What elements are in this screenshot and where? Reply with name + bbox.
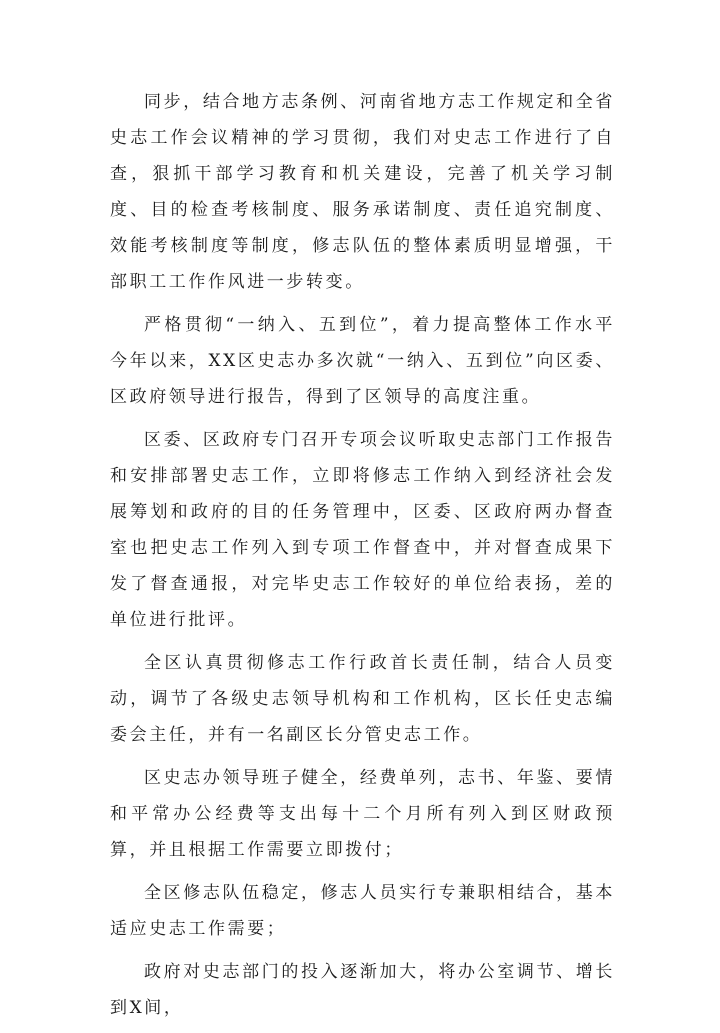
paragraph-5: 区史志办领导班子健全，经费单列，志书、年鉴、要情和平常办公经费等支出每十二个月所有列入到区财政预算，并且根据工作需要立即拨付； (110, 768, 615, 860)
paragraph-1: 同步，结合地方志条例、河南省地方志工作规定和全省史志工作会议精神的学习贯彻，我们对史志工作进行了自查，狠抓干部学习教育和机关建设，完善了机关学习制度、目的检查考核制度、服务承诺制度、责任追究制度、效能考核制度等制度，修志队伍的整体素质明显增强，干部职工工作作风进一步转变。 (110, 92, 615, 292)
paragraph-2: 严格贯彻“一纳入、五到位”，着力提高整体工作水平 今年以来，XX区史志办多次就“一纳入、五到位”向区委、区政府领导进行报告，得到了区领导的高度注重。 (110, 315, 615, 407)
paragraph-3: 区委、区政府专门召开专项会议听取史志部门工作报告和安排部署史志工作，立即将修志工作纳入到经济社会发展筹划和政府的目的任务管理中，区委、区政府两办督查室也把史志工作列入到专项工作督查中，并对督查成果下发了督查通报，对完毕史志工作较好的单位给表扬，差的单位进行批评。 (110, 430, 615, 630)
document-body (110, 84, 615, 1033)
paragraph-7: 政府对史志部门的投入逐渐加大，将办公室调节、增长到X间， (110, 962, 615, 1018)
paragraph-6: 全区修志队伍稳定，修志人员实行专兼职相结合，基本适应史志工作需要； (110, 883, 615, 939)
paragraph-4: 全区认真贯彻修志工作行政首长责任制，结合人员变动，调节了各级史志领导机构和工作机构，区长任史志编委会主任，并有一名副区长分管史志工作。 (110, 653, 615, 745)
